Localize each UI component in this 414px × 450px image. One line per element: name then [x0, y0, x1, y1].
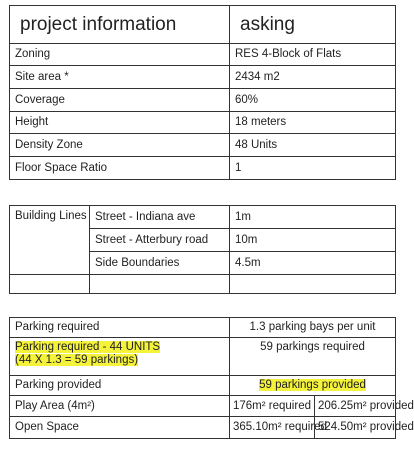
header-row [10, 6, 396, 44]
parking-units-line2: (44 X 1.3 = 59 parkings) [15, 354, 139, 366]
parking-provided-value: 59 parkings provided [259, 379, 366, 391]
row-label: Density Zone [10, 134, 230, 157]
table-row [10, 376, 396, 396]
project-information-table [9, 5, 396, 180]
table-row-empty [10, 275, 396, 294]
row-value: 2434 m2 [230, 66, 396, 89]
row-label: Height [10, 112, 230, 134]
play-area-required: 176m² required [230, 396, 315, 417]
row-value: 1m [230, 206, 396, 229]
row-label: Street - Atterbury road [90, 229, 230, 252]
table-row [10, 66, 396, 89]
parking-units-line1: Parking required - 44 UNITS [15, 341, 161, 353]
play-area-label: Play Area (4m²) [10, 396, 230, 417]
header-project-information: project information [10, 6, 230, 44]
row-label: Zoning [10, 44, 230, 66]
table-row [10, 396, 396, 417]
row-label: Site area * [10, 66, 230, 89]
row-label: Side Boundaries [90, 252, 230, 275]
row-value: RES 4-Block of Flats [230, 44, 396, 66]
table-row [10, 89, 396, 112]
table-row [10, 44, 396, 66]
row-value: 1 [230, 157, 396, 180]
play-area-provided: 206.25m² provided [315, 396, 396, 417]
open-space-required: 365.10m² required [230, 417, 315, 439]
parking-provided-cell [230, 376, 396, 396]
empty-cell [90, 275, 230, 294]
table-row [10, 417, 396, 439]
row-value: 10m [230, 229, 396, 252]
empty-cell [10, 275, 90, 294]
table-row [10, 112, 396, 134]
table-row [10, 157, 396, 180]
parking-required-value: 1.3 parking bays per unit [230, 318, 396, 338]
row-value: 18 meters [230, 112, 396, 134]
parking-provided-label: Parking provided [10, 376, 230, 396]
row-label: Street - Indiana ave [90, 206, 230, 229]
parking-table [9, 317, 414, 439]
row-label: Coverage [10, 89, 230, 112]
empty-cell [230, 275, 396, 294]
parking-units-value: 59 parkings required [230, 338, 396, 376]
table-row [10, 206, 396, 229]
parking-required-label: Parking required [10, 318, 230, 338]
row-label: Floor Space Ratio [10, 157, 230, 180]
open-space-provided: 524.50m² provided [315, 417, 396, 439]
building-lines-label: Building Lines [10, 206, 90, 275]
parking-units-cell [10, 338, 230, 376]
table-row [10, 134, 396, 157]
building-lines-table [9, 205, 396, 294]
open-space-label: Open Space [10, 417, 230, 439]
row-value: 48 Units [230, 134, 396, 157]
table-row [10, 338, 396, 376]
row-value: 60% [230, 89, 396, 112]
row-value: 4.5m [230, 252, 396, 275]
header-asking: asking [230, 6, 396, 44]
table-row [10, 318, 396, 338]
